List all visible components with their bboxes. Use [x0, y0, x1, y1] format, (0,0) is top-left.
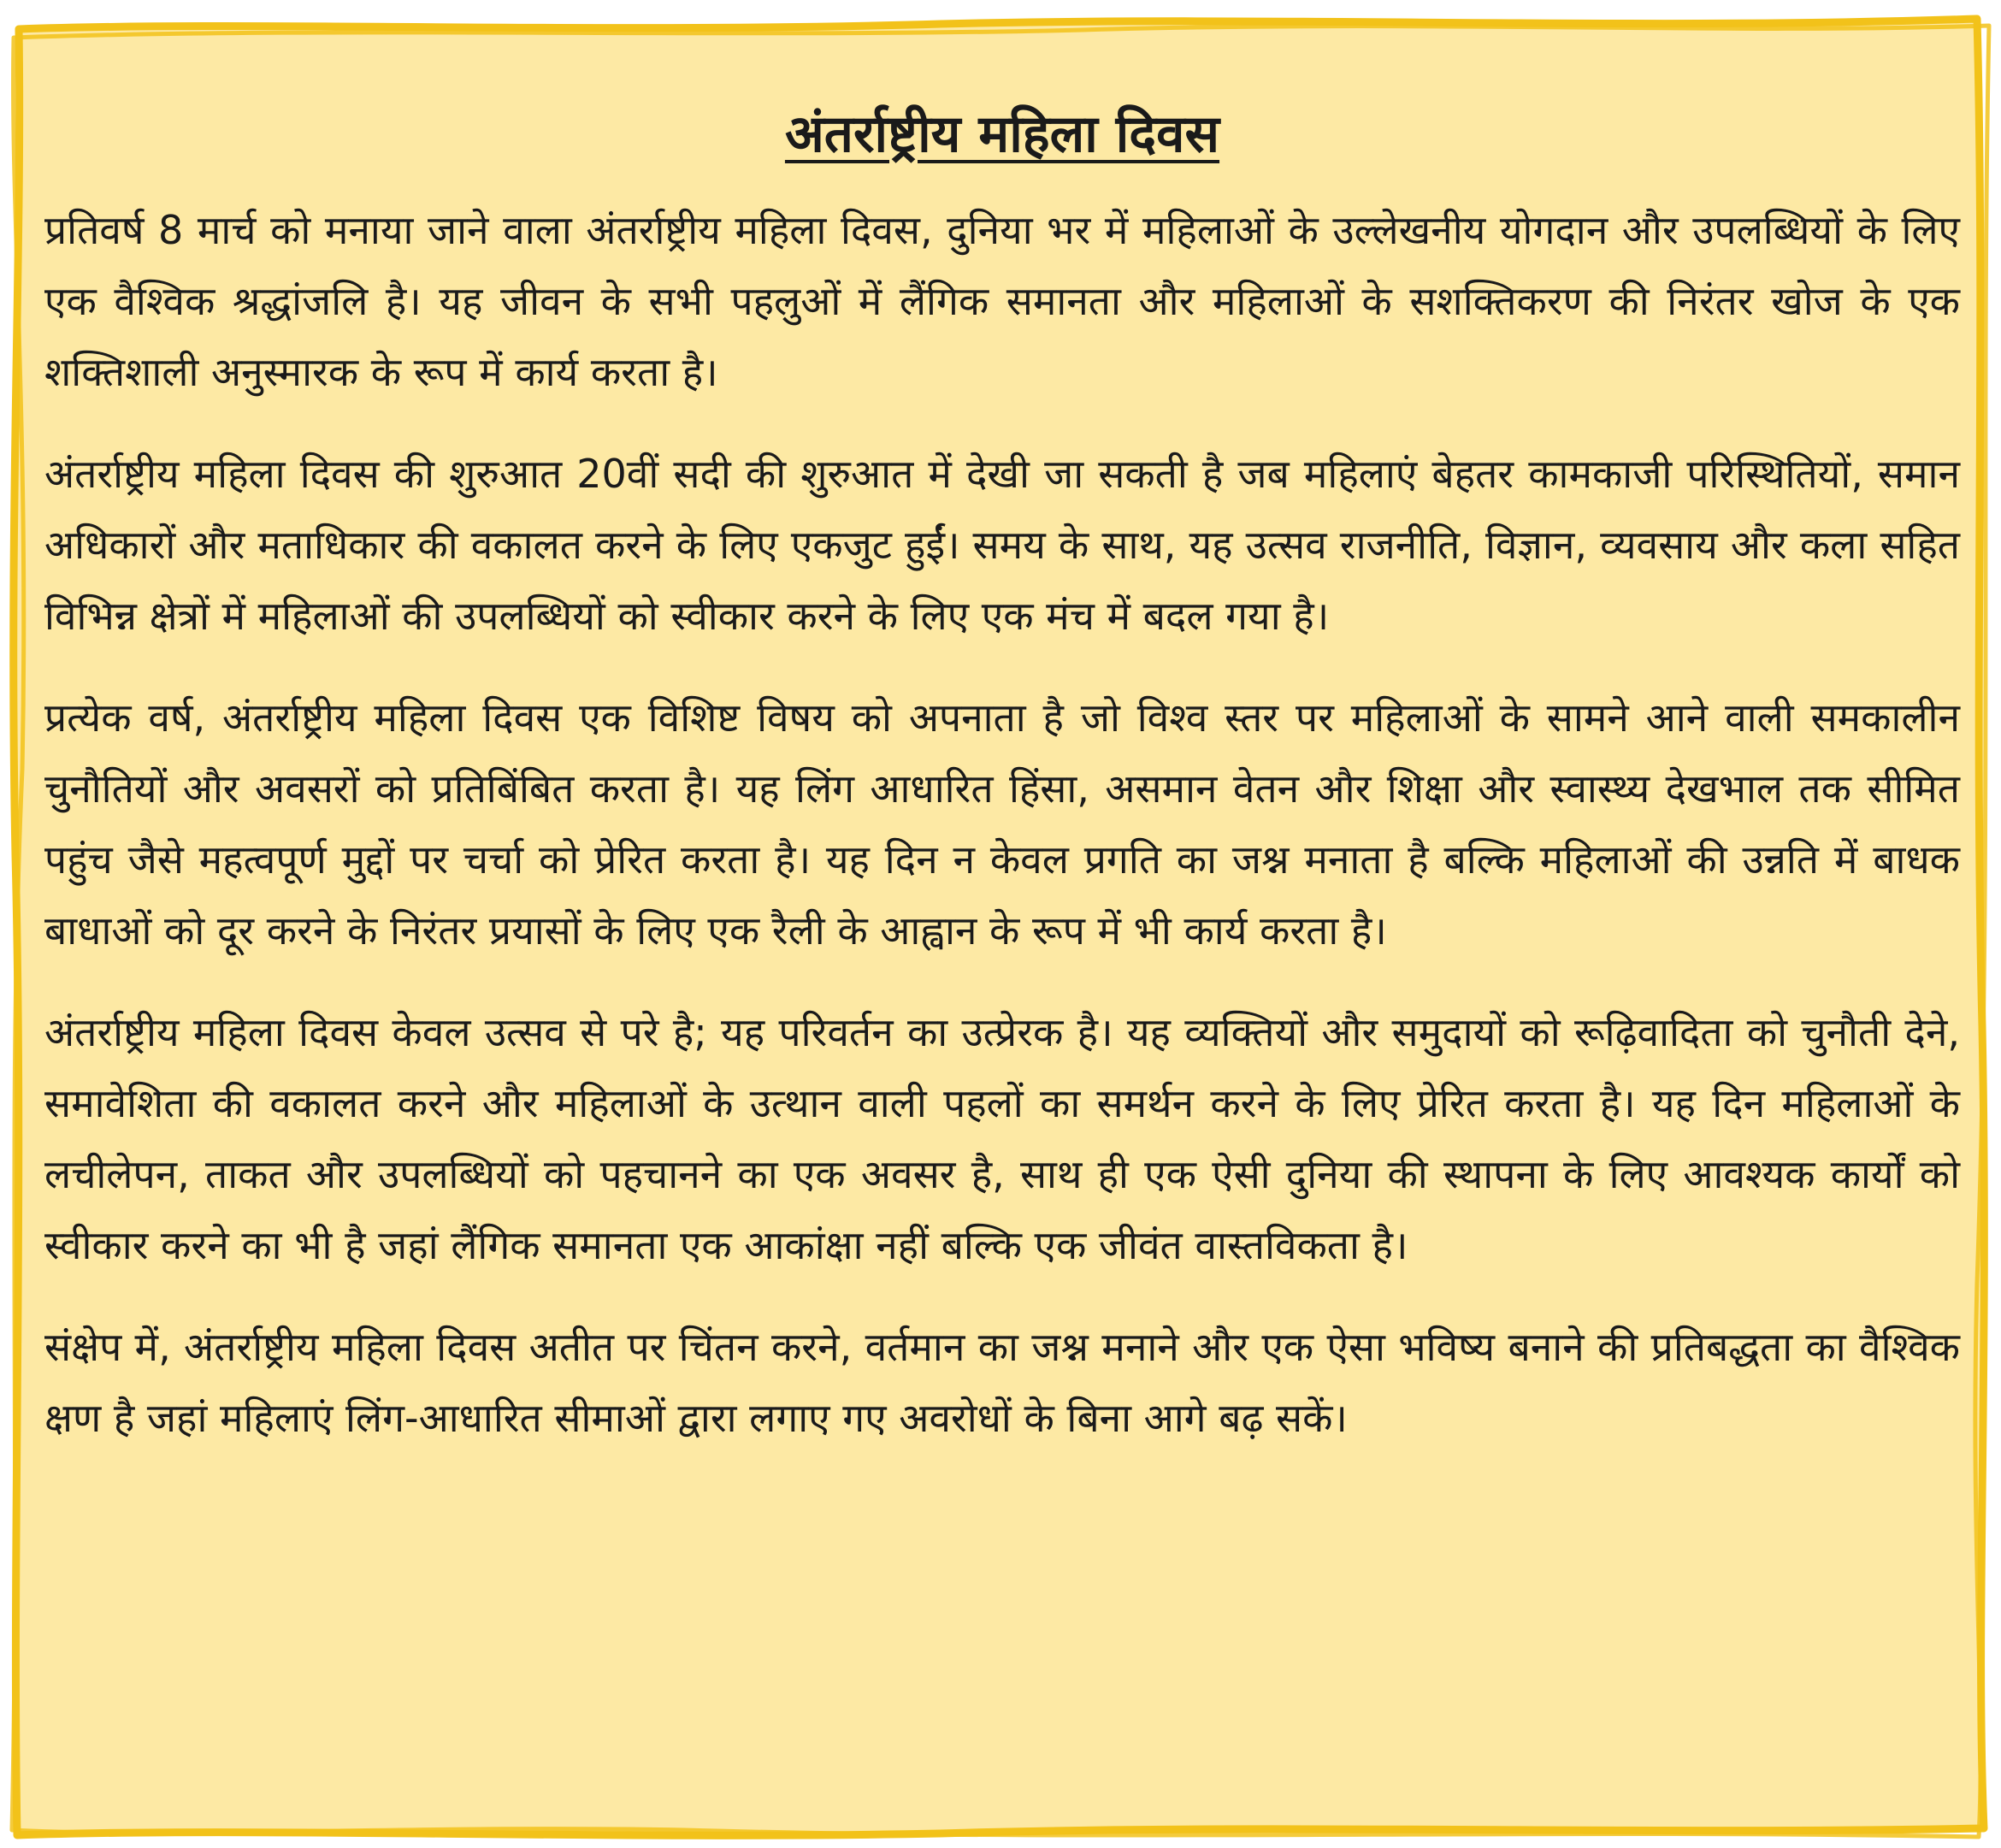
document-body	[44, 101, 1960, 1777]
paragraph-theme: प्रत्येक वर्ष, अंतर्राष्ट्रीय महिला दिवस एक विशिष्ट विषय को अपनाता है जो विश्व स्तर पर महिलाओं के सामने आने वाली समकालीन चुनौतियों और अवसरों को प्रतिबिंबित करता है। यह लिंग आधारित हिंसा, असमान वेतन और शिक्षा और स्वास्थ्य देखभाल तक सीमित पहुंच जैसे महत्वपूर्ण मुद्दों पर चर्चा को प्रेरित करता है। यह दिन न केवल प्रगति का जश्न मनाता है बल्कि महिलाओं की उन्नति में बाधक बाधाओं को दूर करने के निरंतर प्रयासों के लिए एक रैली के आह्वान के रूप में भी कार्य करता है।	[44, 694, 1960, 954]
paragraph-summary: संक्षेप में, अंतर्राष्ट्रीय महिला दिवस अतीत पर चिंतन करने, वर्तमान का जश्न मनाने और एक ऐसा भविष्य बनाने की प्रतिबद्धता का वैश्विक क्षण है जहां महिलाएं लिंग-आधारित सीमाओं द्वारा लगाए गए अवरोधों के बिना आगे बढ़ सकें।	[44, 1324, 1960, 1441]
paragraph-catalyst: अंतर्राष्ट्रीय महिला दिवस केवल उत्सव से परे है; यह परिवर्तन का उत्प्रेरक है। यह व्यक्तियों और समुदायों को रूढ़िवादिता को चुनौती देने, समावेशिता की वकालत करने और महिलाओं के उत्थान वाली पहलों का समर्थन करने के लिए प्रेरित करता है। यह दिन महिलाओं के लचीलेपन, ताकत और उपलब्धियों को पहचानने का एक अवसर है, साथ ही एक ऐसी दुनिया की स्थापना के लिए आवश्यक कार्यों को स्वीकार करने का भी है जहां लैंगिक समानता एक आकांक्षा नहीं बल्कि एक जीवंत वास्तविकता है।	[44, 1009, 1960, 1268]
paragraph-intro: प्रतिवर्ष 8 मार्च को मनाया जाने वाला अंतर्राष्ट्रीय महिला दिवस, दुनिया भर में महिलाओं के उल्लेखनीय योगदान और उपलब्धियों के लिए एक वैश्विक श्रद्धांजलि है। यह जीवन के सभी पहलुओं में लैंगिक समानता और महिलाओं के सशक्तिकरण की निरंतर खोज के एक शक्तिशाली अनुस्मारक के रूप में कार्य करता है।	[44, 207, 1960, 395]
paragraph-history: अंतर्राष्ट्रीय महिला दिवस की शुरुआत 20वीं सदी की शुरुआत में देखी जा सकती है जब महिलाएं बेहतर कामकाजी परिस्थितियों, समान अधिकारों और मताधिकार की वकालत करने के लिए एकजुट हुईं। समय के साथ, यह उत्सव राजनीति, विज्ञान, व्यवसाय और कला सहित विभिन्न क्षेत्रों में महिलाओं की उपलब्धियों को स्वीकार करने के लिए एक मंच में बदल गया है।	[44, 451, 1960, 639]
document-title: अंतर्राष्ट्रीय महिला दिवस	[784, 104, 1220, 164]
